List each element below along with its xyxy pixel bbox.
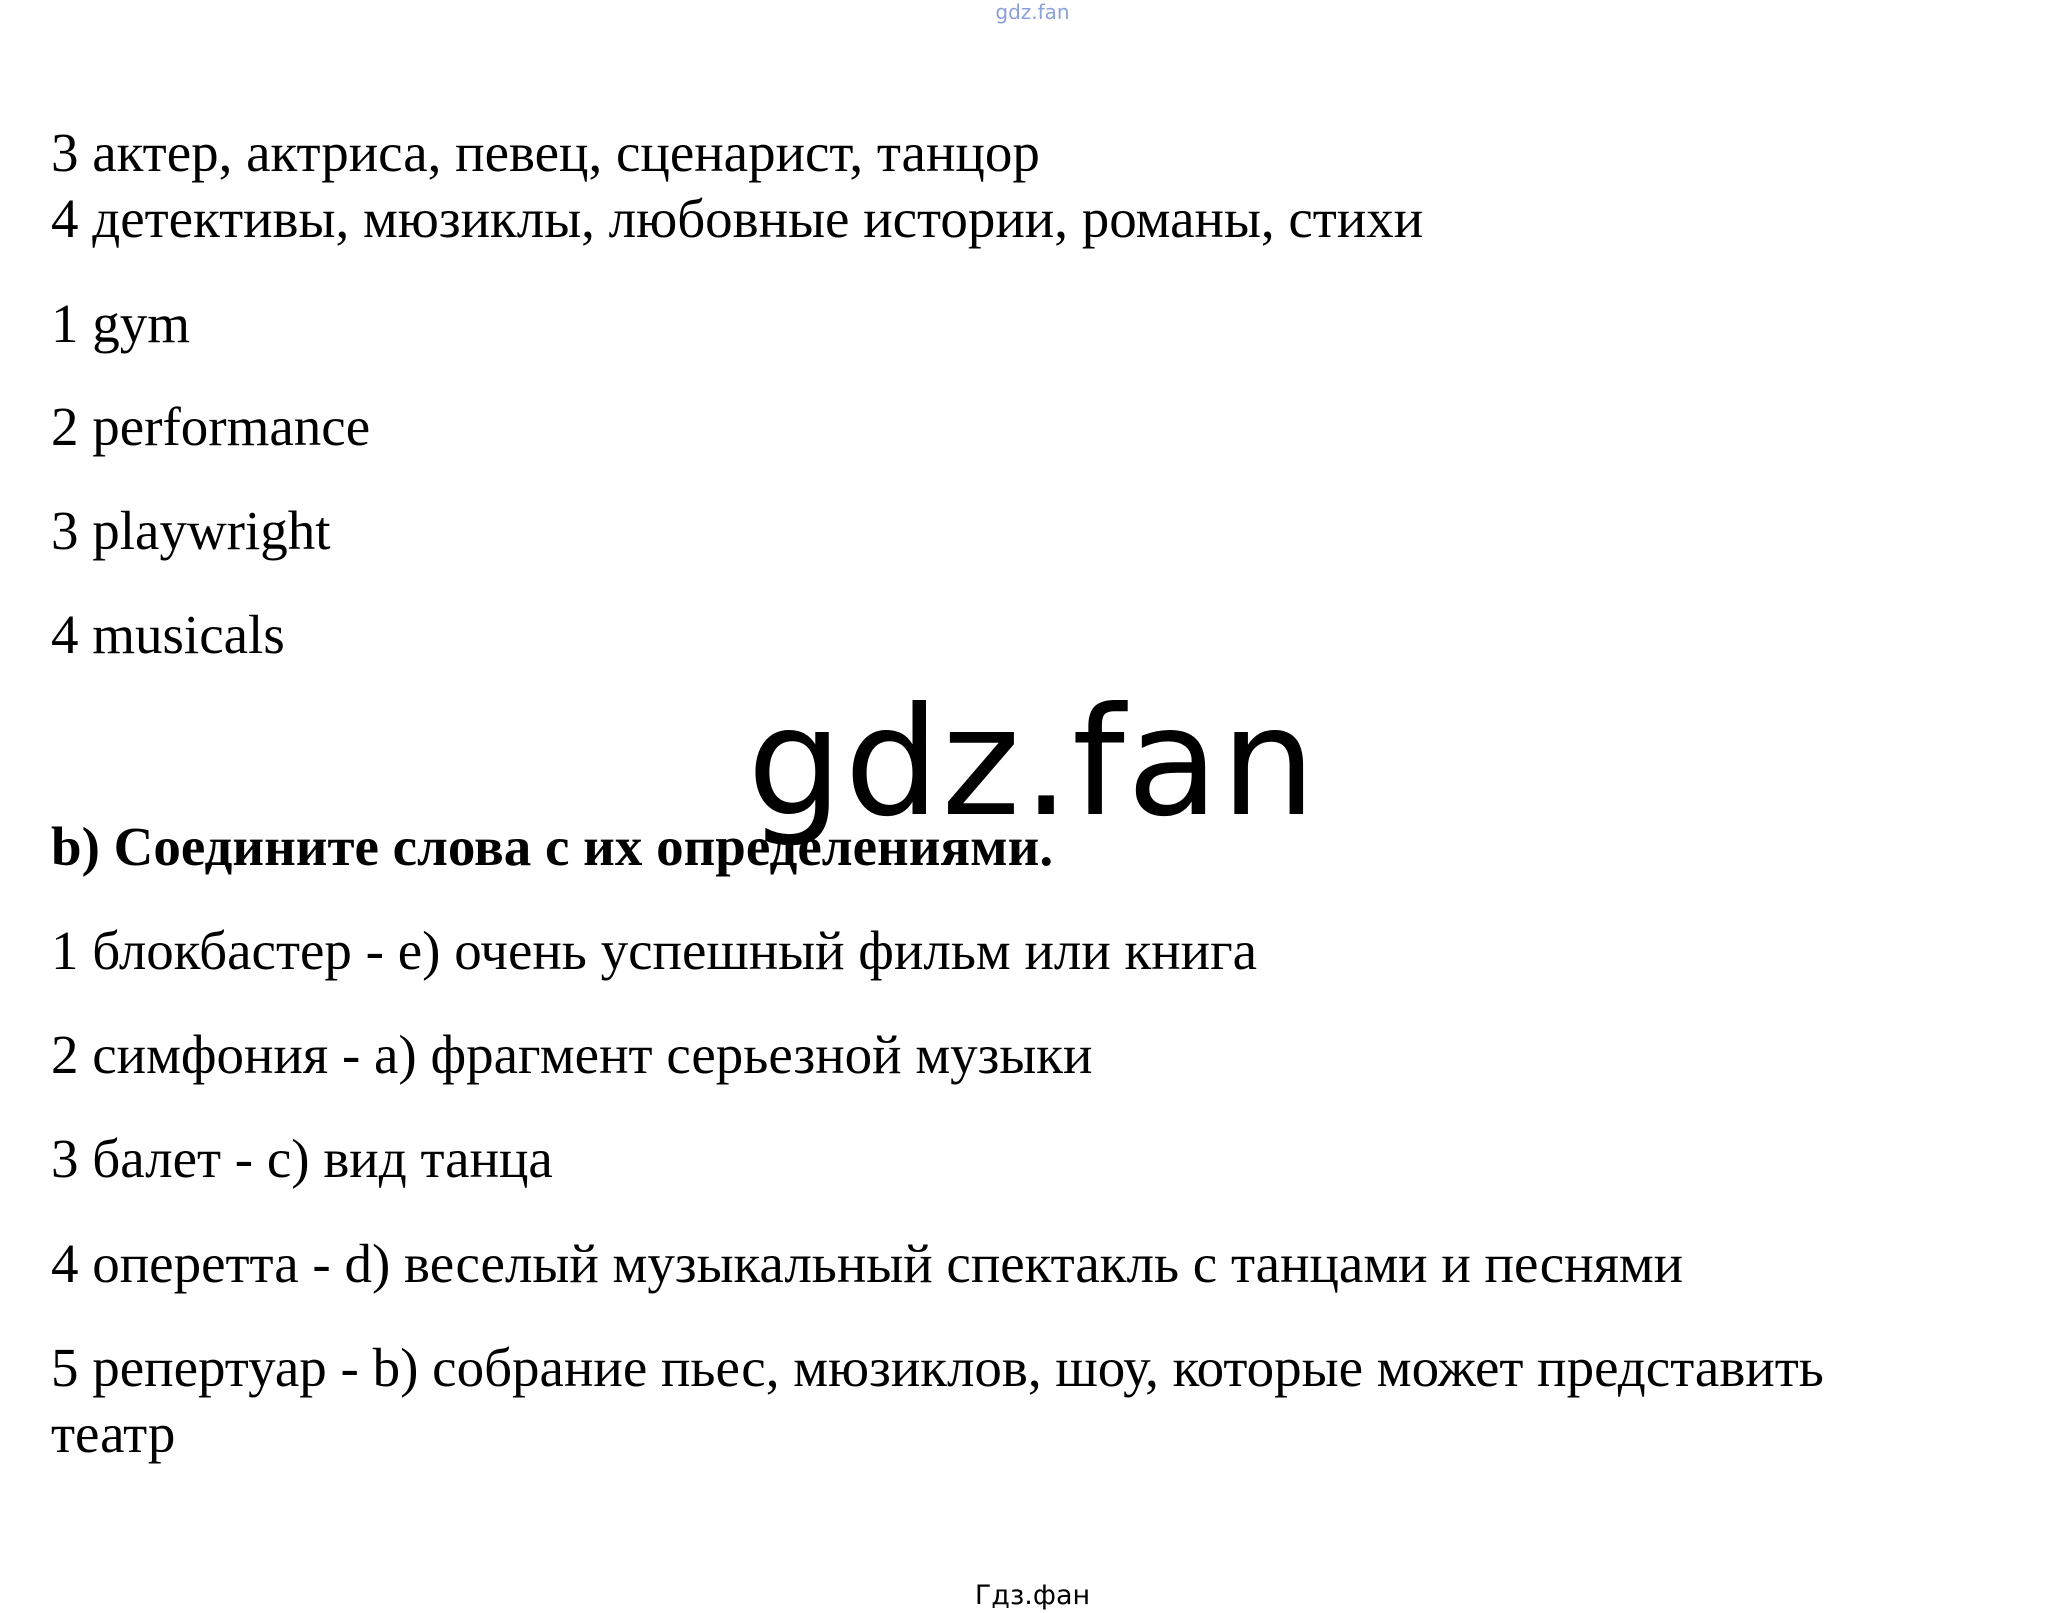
ru-line-3: 3 актер, актриса, певец, сценарист, танцор [51, 122, 1040, 183]
match-item-1: 1 блокбастер - e) очень успешный фильм или книга [51, 920, 1258, 981]
answer-2: 2 performance [51, 396, 371, 457]
center-watermark: gdz.fan [747, 676, 1318, 850]
ru-line-4: 4 детективы, мюзиклы, любовные истории, романы, стихи [51, 188, 1424, 249]
answer-1: 1 gym [51, 293, 191, 354]
answer-4: 4 musicals [51, 604, 285, 665]
top-watermark: gdz.fan [995, 0, 1070, 24]
match-item-5: 5 репертуар - b) собрание пьес, мюзиклов, шоу, которые может представить [51, 1337, 1824, 1398]
match-item-2: 2 симфония - a) фрагмент серьезной музыки [51, 1024, 1093, 1085]
match-item-4: 4 оперетта - d) веселый музыкальный спектакль с танцами и песнями [51, 1233, 1684, 1294]
match-item-3: 3 балет - c) вид танца [51, 1128, 553, 1189]
match-item-5-continuation: театр [51, 1403, 176, 1464]
footer-label: Гдз.фан [974, 1580, 1091, 1611]
answer-3: 3 playwright [51, 500, 331, 561]
task-b-heading: b) Соедините слова с их определениями. [51, 816, 1054, 877]
